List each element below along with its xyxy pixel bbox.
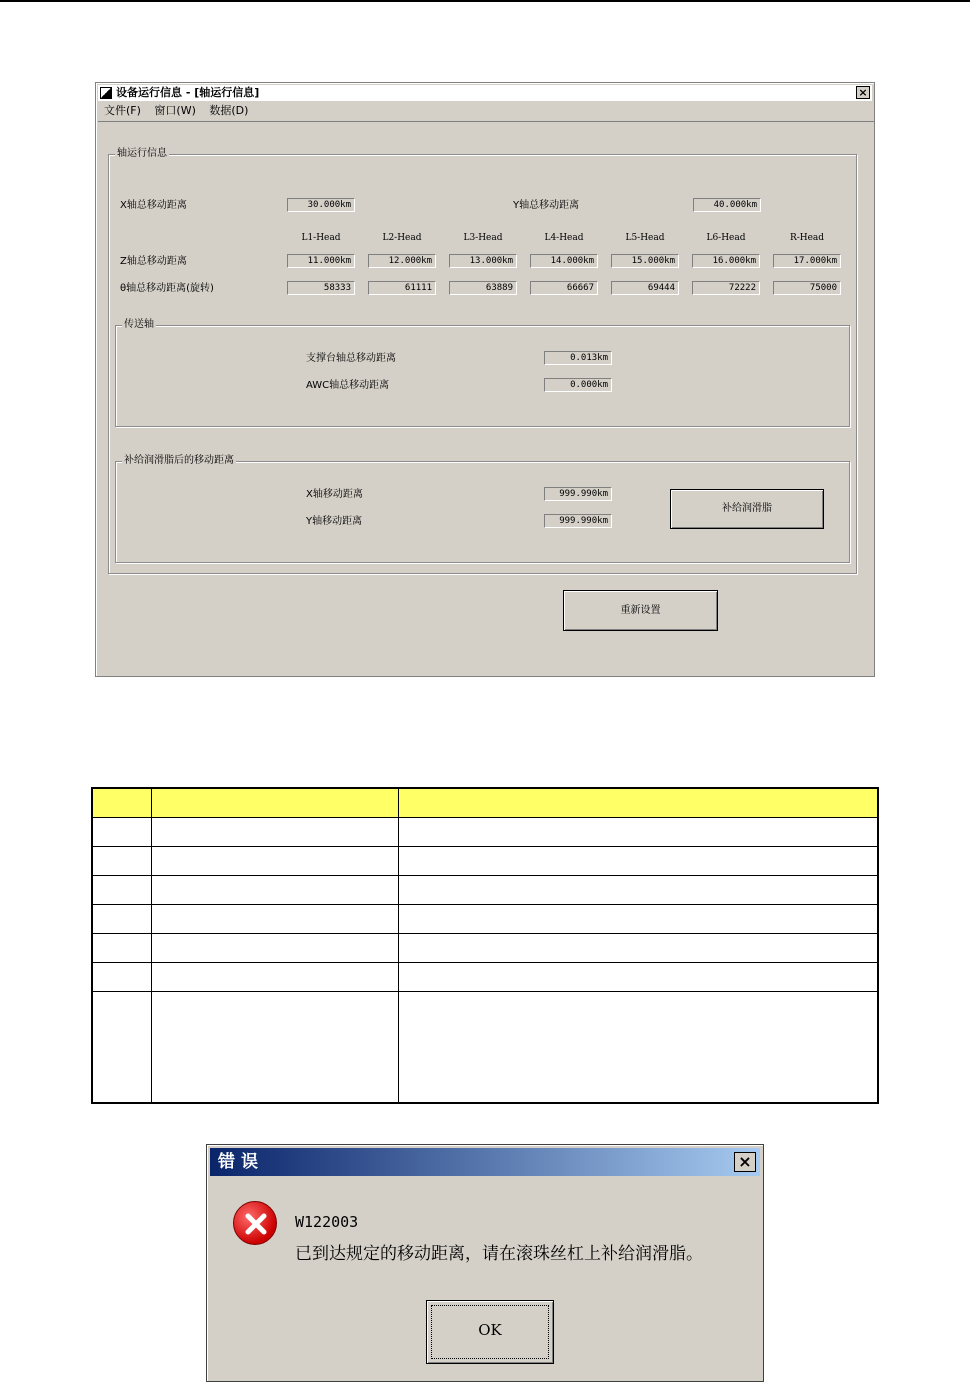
head-l5-header: L5-Head	[625, 233, 665, 243]
axis-info-group-title: 轴运行信息	[117, 148, 167, 159]
awc-axis-label: AWC轴总移动距离	[306, 380, 390, 391]
theta-l2-field: 61111	[368, 281, 436, 295]
grease-supply-button[interactable]: 补给润滑脂	[670, 489, 824, 529]
table-row	[92, 818, 878, 847]
table-cell	[399, 847, 879, 876]
head-l3-header: L3-Head	[463, 233, 503, 243]
z-l6-field: 16.000km	[692, 254, 760, 268]
table-cell	[399, 905, 879, 934]
table-cell	[399, 992, 879, 1104]
table-header-cell	[152, 788, 399, 818]
menu-separator	[98, 121, 874, 123]
support-axis-label: 支撑台轴总移动距离	[306, 353, 396, 364]
z-l2-field: 12.000km	[368, 254, 436, 268]
head-l2-header: L2-Head	[382, 233, 422, 243]
page-top-rule	[0, 0, 970, 2]
dialog-close-button[interactable]: ×	[734, 1152, 756, 1172]
menu-file[interactable]: 文件(F)	[104, 104, 141, 117]
table-row	[92, 905, 878, 934]
theta-axis-label: θ轴总移动距离(旋转)	[120, 283, 214, 294]
table-cell	[92, 847, 152, 876]
table-cell	[152, 934, 399, 963]
x-axis-label: X轴总移动距离	[120, 200, 187, 211]
table-cell	[399, 818, 879, 847]
y-axis-total-field: 40.000km	[693, 198, 761, 212]
error-dialog	[206, 1144, 764, 1382]
error-message: 已到达规定的移动距离，请在滚珠丝杠上补给润滑脂。	[295, 1244, 703, 1264]
x-axis-total-field: 30.000km	[287, 198, 355, 212]
description-table	[91, 787, 879, 1104]
table-row	[92, 847, 878, 876]
head-l6-header: L6-Head	[706, 233, 746, 243]
title-bar[interactable]	[98, 85, 872, 101]
table-row	[92, 934, 878, 963]
table-cell	[152, 847, 399, 876]
table-header-cell	[399, 788, 879, 818]
table-cell	[399, 876, 879, 905]
z-l4-field: 14.000km	[530, 254, 598, 268]
conveyor-group	[115, 319, 850, 427]
theta-r-field: 75000	[773, 281, 841, 295]
head-l4-header: L4-Head	[544, 233, 584, 243]
window-icon	[100, 87, 112, 99]
ok-button[interactable]: OK	[426, 1300, 554, 1364]
x-move-label: X轴移动距离	[306, 489, 363, 500]
table-cell	[92, 818, 152, 847]
table-cell	[92, 876, 152, 905]
theta-l5-field: 69444	[611, 281, 679, 295]
y-move-label: Y轴移动距离	[306, 516, 363, 527]
theta-l6-field: 72222	[692, 281, 760, 295]
table-cell	[152, 905, 399, 934]
table-header-cell	[92, 788, 152, 818]
y-move-field: 999.990km	[544, 514, 612, 528]
conveyor-group-title: 传送轴	[124, 319, 154, 330]
table-row	[92, 876, 878, 905]
head-r-header: R-Head	[789, 233, 825, 243]
table-cell	[399, 963, 879, 992]
error-code: W122003	[295, 1213, 359, 1231]
x-move-field: 999.990km	[544, 487, 612, 501]
z-axis-label: Z轴总移动距离	[120, 256, 187, 267]
table-cell	[92, 934, 152, 963]
menu-data[interactable]: 数据(D)	[209, 104, 249, 117]
reset-button[interactable]: 重新设置	[563, 590, 718, 631]
awc-axis-field: 0.000km	[544, 378, 612, 392]
grease-group-title: 补给润滑脂后的移动距离	[124, 455, 234, 466]
head-l1-header: L1-Head	[301, 233, 341, 243]
table-cell	[152, 963, 399, 992]
table-cell	[399, 934, 879, 963]
menu-bar	[104, 102, 258, 118]
theta-l4-field: 66667	[530, 281, 598, 295]
theta-l1-field: 58333	[287, 281, 355, 295]
z-r-field: 17.000km	[773, 254, 841, 268]
table-cell	[152, 876, 399, 905]
y-axis-label: Y轴总移动距离	[513, 200, 580, 211]
table-cell	[92, 963, 152, 992]
table-cell	[152, 818, 399, 847]
close-button[interactable]: ×	[856, 86, 870, 99]
dialog-title-bar[interactable]	[210, 1148, 760, 1176]
dialog-title: 错误	[218, 1152, 264, 1172]
theta-l3-field: 63889	[449, 281, 517, 295]
table-cell	[92, 905, 152, 934]
menu-window[interactable]: 窗口(W)	[154, 104, 196, 117]
window-title: 设备运行信息 - [轴运行信息]	[116, 86, 260, 99]
support-axis-field: 0.013km	[544, 351, 612, 365]
z-l5-field: 15.000km	[611, 254, 679, 268]
z-l3-field: 13.000km	[449, 254, 517, 268]
table-header-row	[92, 788, 878, 818]
error-icon	[233, 1201, 277, 1245]
table-cell	[152, 992, 399, 1104]
table-cell	[92, 992, 152, 1104]
z-l1-field: 11.000km	[287, 254, 355, 268]
equipment-info-window	[95, 82, 875, 677]
table-row	[92, 963, 878, 992]
table-row	[92, 992, 878, 1104]
